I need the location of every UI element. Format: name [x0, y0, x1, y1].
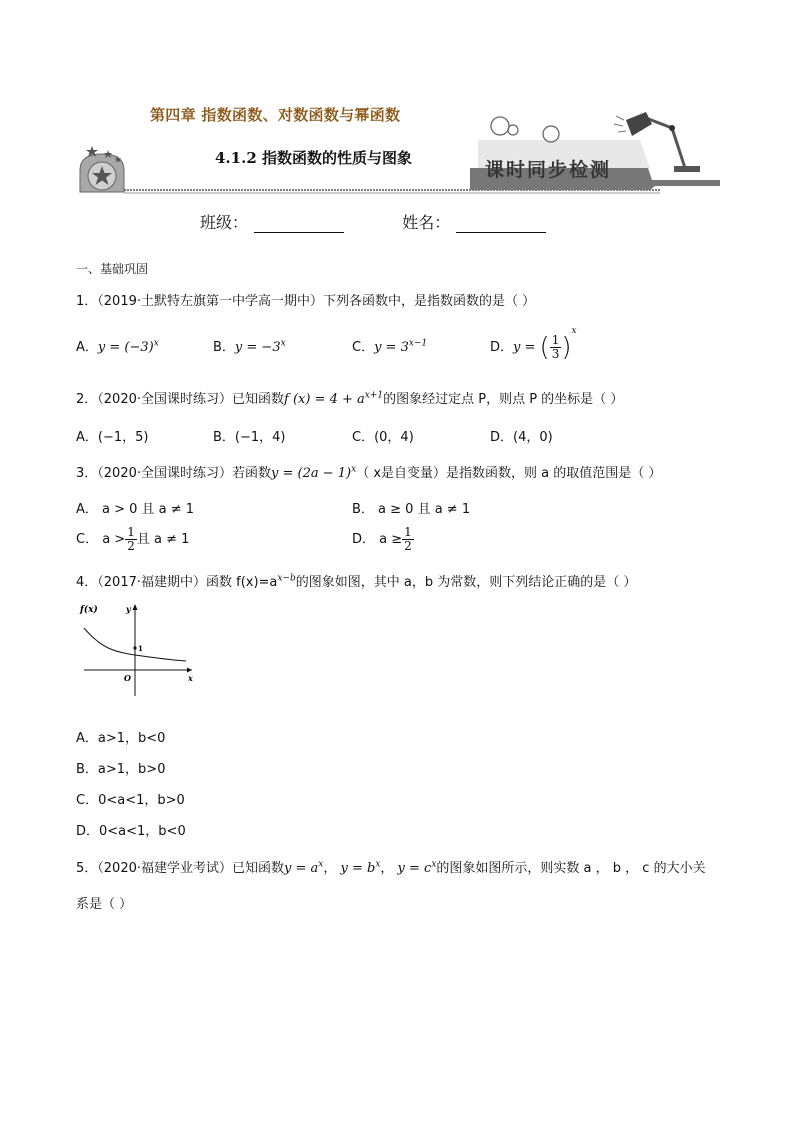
brand-title: 课时同步检测 [485, 159, 612, 181]
q2-option-b[interactable]: B．(−1，4) [213, 430, 286, 445]
q4-option-d[interactable]: D．0<a<1，b<0 [76, 824, 186, 839]
chapter-title: 第四章 指数函数、对数函数与幂函数 [150, 106, 401, 124]
name-label: 姓名： [402, 213, 451, 232]
y-label: y [126, 604, 131, 614]
q4-option-c[interactable]: C．0<a<1，b>0 [76, 793, 185, 808]
point-one [133, 646, 136, 649]
fx-label: f(x) [80, 605, 98, 615]
q1-stem: 1．（2019·土默特左旗第一中学高一期中）下列各函数中，是指数函数的是（ ） [76, 294, 536, 309]
section-heading: 一、基础巩固 [76, 262, 149, 276]
star-badge-icon [80, 146, 124, 192]
q3-option-d[interactable]: D． a ≥ $\frac{1}{2}$ [352, 525, 412, 553]
q3-option-c[interactable]: C． a > $\frac{1}{2}$ 且 a ≠ 1 [76, 525, 190, 553]
q5-stem: 5．（2020·福建学业考试）已知函数$y = a^x$， $y = b^x$， $y = c^x$的图象如图所示，则实数 a ， b ， c 的大小关 [76, 859, 706, 876]
student-info-row [200, 210, 546, 233]
q2-option-c[interactable]: C．(0，4) [352, 430, 414, 445]
class-blank[interactable] [254, 216, 344, 233]
one-label: 1 [138, 644, 143, 653]
x-label: x [188, 673, 193, 683]
q3-stem: 3．（2020·全国课时练习）若函数$y = (2a - 1)^x$（ x是自变量）是指数函数，则 a 的取值范围是（ ） [76, 464, 662, 481]
origin-label: O [124, 673, 131, 683]
name-blank[interactable] [456, 216, 546, 233]
q2-option-d[interactable]: D．(4，0) [490, 430, 553, 445]
q4-stem: 4．（2017·福建期中）函数 $f(x)=a^{x-b}$的图象如图，其中 a，b 为常数，则下列结论正确的是（ ） [76, 573, 637, 590]
q4-option-a[interactable]: A．a>1，b<0 [76, 731, 166, 746]
q3-option-a[interactable]: A． a > 0 且 a ≠ 1 [76, 502, 195, 517]
q4-graph [76, 600, 206, 700]
q2-option-a[interactable]: A．(−1，5) [76, 430, 149, 445]
q4-option-b[interactable]: B．a>1，b>0 [76, 762, 166, 777]
q2-stem: 2．（2020·全国课时练习）已知函数f $(x) = 4 + a^{x+1}$的图象经过定点 P，则点 P 的坐标是（ ） [76, 390, 624, 407]
class-label: 班级： [200, 213, 249, 232]
q1-option-b[interactable]: B．$y = -3^x$ [213, 338, 286, 355]
section-title: 4.1.2 指数函数的性质与图象 [215, 149, 412, 167]
q1-option-d[interactable]: D．y = ( $\frac{1}{3}$ )$^x$ [490, 326, 577, 363]
q3-option-b[interactable]: B． a ≥ 0 且 a ≠ 1 [352, 502, 471, 517]
q1-option-c[interactable]: C．$y = 3^{x-1}$ [352, 338, 428, 355]
q5-stem-line2: 系是（ ） [76, 897, 133, 912]
q1-option-a[interactable]: A．$y = (-3)^x$ [76, 338, 159, 355]
header-banner [0, 0, 794, 200]
